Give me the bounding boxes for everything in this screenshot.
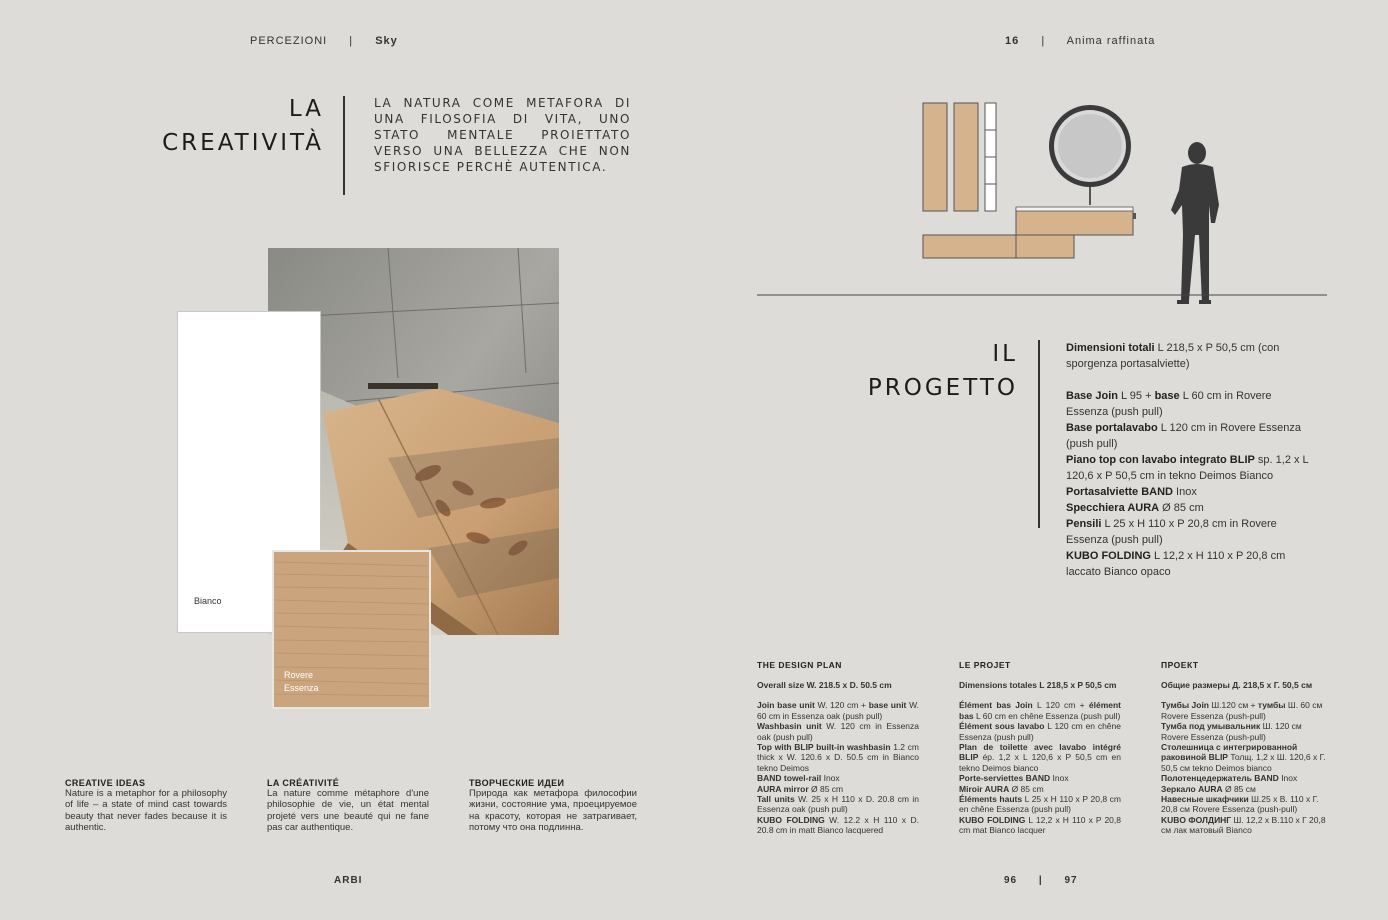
spec-text: L 218,5 x P 50,5 cm (con sporgenza portasalviette) — [1066, 342, 1280, 370]
spec-text: L 120 cm in Rovere Essenza (push pull) — [1066, 422, 1301, 450]
spec-item — [1066, 420, 1316, 452]
header-title: Anima raffinata — [1066, 35, 1156, 47]
le-projet-overall: Dimensions totales L 218,5 x P 50,5 cm — [959, 680, 1117, 690]
plan-item: KUBO FOLDING W. 12.2 x H 110 x D. 20.8 cm in matt Bianco lacquered — [757, 814, 919, 836]
proekt-ru — [1161, 660, 1326, 836]
spec-bold: Pensili — [1066, 518, 1102, 530]
header-separator: | — [349, 35, 354, 47]
creativity-quote: LA NATURA COME METAFORA DI UNA FILOSOFIA DI VITA, UNO STATO MENTALE PROIETTATO VERSO UNA BELLEZZA CHE NON SFIORISCE PERCHÈ AUTENTICA. — [374, 96, 631, 174]
page-numbers — [1004, 875, 1078, 886]
spec-text: L 12,2 x H 110 x P 20,8 cm laccato Bianco opaco — [1066, 550, 1286, 578]
plan-item: AURA mirror Ø 85 cm — [757, 783, 844, 794]
le-projet-heading: LE PROJET — [959, 660, 1011, 670]
plan-item: Porte-serviettes BAND Inox — [959, 773, 1069, 784]
plan-item: Полотенцедержатель BAND Inox — [1161, 773, 1298, 784]
collection-name: Sky — [375, 35, 398, 47]
page-number-top: 16 — [1005, 35, 1020, 47]
spec-bold: Dimensioni totali — [1066, 342, 1155, 354]
creativity-title-line2: CREATIVITÀ — [162, 130, 324, 156]
plan-item: Навесные шкафчики Ш.25 x В. 110 x Г. 20,8 см Rovere Essenza (push-pull) — [1161, 794, 1319, 815]
human-figure — [1171, 142, 1219, 304]
wood-swatch-label — [284, 669, 319, 695]
spec-text: L 60 cm in Rovere Essenza (push pull) — [1066, 390, 1272, 418]
plan-item: Plan de toilette avec lavabo intégré BLIP ép. 1,2 x L 120,6 x P 50,5 cm en tekno Deimos bianco — [959, 742, 1121, 773]
creativity-title-line1: LA — [288, 96, 324, 122]
le-projet-fr — [959, 660, 1121, 836]
creativite-fr — [267, 778, 429, 834]
creative-ideas-en — [65, 778, 227, 834]
spec-item — [1066, 484, 1316, 500]
wood-label-line1: Rovere — [284, 670, 314, 680]
design-plan-heading: THE DESIGN PLAN — [757, 660, 842, 670]
spec-bold: base — [1154, 390, 1180, 402]
project-divider — [1038, 340, 1040, 528]
spec-item — [1066, 388, 1316, 420]
bottom-text: Природа как метафора философии жизни, состояние ума, проецируемое на красоту, которая не затрагивает, потому что она подлинна. — [469, 788, 637, 834]
spec-bold: Base portalavabo — [1066, 422, 1158, 434]
creativity-title — [120, 92, 324, 160]
spec-text: Inox — [1172, 486, 1197, 498]
spec-bold: Specchiera AURA — [1066, 502, 1160, 514]
bottom-text: Nature is a metaphor for a philosophy of life – a state of mind cast towards beauty that never fades because it is authentic. — [65, 788, 227, 834]
plan-item: Élément sous lavabo L 120 cm en chêne Essenza (push pull) — [959, 721, 1121, 742]
spec-item — [1066, 500, 1316, 516]
spec-text: Ø 85 cm — [1159, 502, 1204, 514]
plan-item: KUBO FOLDING L 12,2 x H 110 x P 20,8 cm mat Bianco lacquer — [959, 814, 1121, 836]
proekt-items — [1161, 700, 1326, 835]
wood-label-line2: Essenza — [284, 683, 319, 693]
bottom-heading: CREATIVE IDEAS — [65, 778, 146, 788]
project-title-line2: PROGETTO — [867, 375, 1018, 401]
project-title — [818, 337, 1018, 405]
spec-item — [1066, 548, 1316, 580]
brand-footer: ARBI — [334, 875, 363, 886]
title-divider — [343, 96, 345, 195]
bottom-text: La nature comme métaphore d'une philosophie de vie, un état mental projeté vers une beauté qui ne fane pas car authentique. — [267, 788, 429, 834]
spec-bold: Piano top con lavabo integrato BLIP — [1066, 454, 1255, 466]
tall-unit-2 — [954, 103, 978, 211]
white-swatch-label: Bianco — [194, 596, 222, 606]
spec-bold: Portasalviette BAND — [1066, 486, 1173, 498]
page-number-left: 96 — [1004, 875, 1018, 886]
le-projet-items — [959, 700, 1121, 835]
product-elevation-drawing — [757, 95, 1327, 320]
plan-item: Join base unit W. 120 cm + base unit W. 60 cm in Essenza oak (push pull) — [757, 700, 920, 721]
plan-item: Зеркало AURA Ø 85 см — [1161, 783, 1256, 794]
header-right — [1005, 35, 1155, 47]
proekt-overall: Общие размеры Д. 218,5 x Г. 50,5 см — [1161, 680, 1313, 690]
plan-item: Тумба под умывальник Ш. 120 см Rovere Essenza (push-pull) — [1161, 721, 1302, 742]
spec-bold: KUBO FOLDING — [1066, 550, 1151, 562]
plan-item: BAND towel-rail Inox — [757, 773, 840, 784]
spec-text: L 95 + — [1117, 390, 1155, 402]
tall-unit-1 — [923, 103, 947, 211]
page-number-right: 97 — [1064, 875, 1078, 886]
spec-item — [1066, 452, 1316, 484]
section-name: PERCEZIONI — [250, 35, 328, 47]
design-plan-items — [757, 700, 919, 835]
join-base-unit — [923, 235, 1074, 258]
spec-item — [1066, 340, 1316, 372]
washbasin-unit — [1016, 209, 1133, 235]
page-separator: | — [1038, 875, 1043, 886]
design-plan-en — [757, 660, 919, 836]
project-specs — [1066, 340, 1316, 580]
plan-item: Столешница с интегрированной раковиной BLIP Толщ. 1,2 x Ш. 120,6 x Г. 50,5 см tekno Deimos bianco — [1161, 742, 1326, 773]
header-left — [250, 35, 398, 47]
proekt-heading: ПРОЕКТ — [1161, 660, 1199, 670]
bottom-heading: LA CRÉATIVITÉ — [267, 778, 340, 788]
plan-item: Тумбы Join Ш.120 см + тумбы Ш. 60 см Rovere Essenza (push-pull) — [1161, 700, 1323, 721]
plan-item: Top with BLIP built-in washbasin 1.2 cm thick x W. 120.6 x D. 50.5 cm in Bianco tekno Deimos — [757, 742, 919, 773]
spec-item — [1066, 516, 1316, 548]
creative-ideas-ru — [469, 778, 637, 834]
spec-bold: Base Join — [1066, 390, 1118, 402]
plan-item: Éléments hauts L 25 x H 110 x P 20,8 cm en chêne Essenza (push pull) — [959, 794, 1121, 815]
design-plan-overall: Overall size W. 218.5 x D. 50.5 cm — [757, 680, 892, 690]
bottom-heading: ТВОРЧЕСКИЕ ИДЕИ — [469, 778, 565, 788]
spec-text: sp. 1,2 x L 120,6 x P 50,5 cm in tekno Deimos Bianco — [1066, 454, 1309, 482]
wood-swatch — [272, 550, 431, 709]
plan-item: Washbasin unit W. 120 cm in Essenza oak (push pull) — [757, 721, 919, 742]
plan-item: KUBO ФОЛДИНГ Ш. 12,2 x В.110 x Г 20,8 см лак матовый Bianco — [1161, 814, 1326, 836]
plan-item: Miroir AURA Ø 85 cm — [959, 783, 1044, 794]
spec-text: L 25 x H 110 x P 20,8 cm in Rovere Essenza (push pull) — [1066, 518, 1277, 546]
header-separator-right: | — [1041, 35, 1046, 47]
project-title-line1: IL — [992, 341, 1018, 367]
plan-item: Tall units W. 25 x H 110 x D. 20.8 cm in Essenza oak (push pull) — [757, 794, 919, 815]
plan-item: Élément bas Join L 120 cm + élément bas L 60 cm en chêne Essenza (push pull) — [959, 700, 1121, 721]
